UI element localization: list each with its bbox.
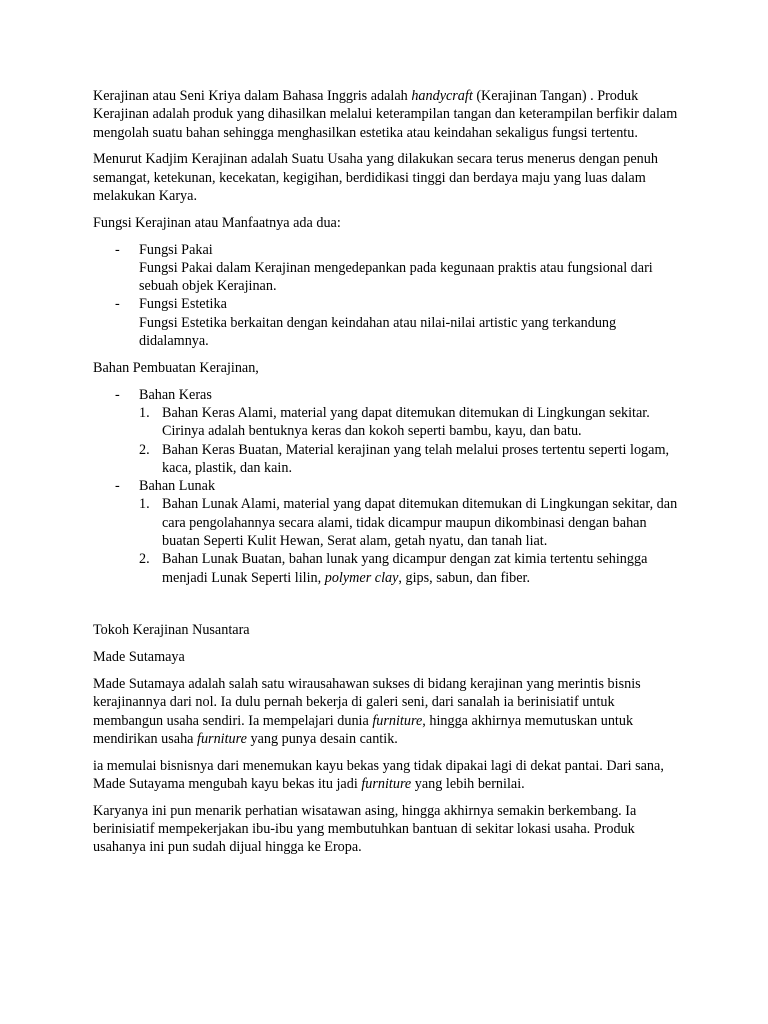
tokoh-paragraph-2	[93, 757, 678, 794]
list-item-text: Bahan Keras Buatan, Material kerajinan yang telah melalui proses tertentu seperti logam, kaca, plastik, dan kain.	[162, 441, 670, 476]
intro-paragraph	[93, 87, 678, 142]
list-number: 1.	[139, 496, 150, 513]
list-number: 2.	[139, 441, 150, 458]
list-item-text	[162, 551, 647, 585]
fungsi-item-desc: Fungsi Pakai dalam Kerajinan mengedepankan pada kegunaan praktis atau fungsional dari sebuah objek Kerajinan.	[139, 259, 653, 295]
intro-text-b: (Kerajinan Tangan) . Produk Kerajinan adalah produk yang dihasilkan melalui keterampilan tangan dan keterampilan berfikir dalam mengolah suatu bahan sehingga menghasilkan estetika atau keindahan sekaligus fungsi tertentu.	[93, 88, 678, 141]
bahan-lunak-numbered-list	[139, 495, 678, 586]
fungsi-list	[93, 241, 678, 351]
list-item	[139, 550, 678, 587]
kadjim-paragraph: Menurut Kadjim Kerajinan adalah Suatu Usaha yang dilakukan secara terus menerus dengan penuh semangat, ketekunan, kecekatan, kegigihan, berdidikasi tinggi dan berdaya maju yang luas dalam melakukan Karya.	[93, 151, 658, 204]
bahan-keras-item	[93, 386, 678, 477]
tokoh-name: Made Sutamaya	[93, 649, 185, 666]
para1-italic-b: furniture	[197, 730, 247, 747]
list-item-text-a: Bahan Lunak Buatan, bahan lunak yang dicampur dengan zat kimia tertentu sehingga menjadi Lunak Seperti lilin,	[162, 551, 648, 586]
para2-text-b: yang lebih bernilai.	[411, 776, 525, 792]
para1-text-a: Made Sutamaya adalah salah satu wirausahawan sukses di bidang kerajinan yang merintis bisnis kerajinannya dari nol. Ia dulu pernah bekerja di galeri seni, dari sanalah ia berinisiatif untuk membangun usaha sendiri. Ia mempelajari dunia	[93, 676, 641, 729]
para1-text-c: yang punya desain cantik.	[246, 730, 398, 747]
bahan-list	[93, 386, 678, 587]
blank-line	[93, 595, 678, 621]
bahan-keras-numbered-list	[139, 404, 678, 477]
fungsi-item-estetika	[93, 295, 678, 350]
dash-bullet: -	[115, 478, 120, 495]
list-item	[139, 495, 678, 550]
list-item-text-b: , gips, sabun, dan fiber.	[398, 569, 531, 586]
bahan-lunak-title: Bahan Lunak	[139, 478, 216, 495]
fungsi-item-desc: Fungsi Estetika berkaitan dengan keindahan atau nilai-nilai artistic yang terkandung didalamnya.	[139, 314, 617, 350]
bahan-heading: Bahan Pembuatan Kerajinan,	[93, 359, 259, 376]
document-page	[93, 87, 678, 865]
fungsi-heading: Fungsi Kerajinan atau Manfaatnya ada dua:	[93, 214, 341, 231]
fungsi-item-title: Fungsi Pakai	[139, 241, 213, 258]
list-number: 1.	[139, 404, 150, 421]
list-item-italic-term: polymer clay	[324, 569, 399, 586]
tokoh-heading: Tokoh Kerajinan Nusantara	[93, 622, 250, 639]
intro-text-a: Kerajinan atau Seni Kriya dalam Bahasa Inggris adalah	[93, 88, 412, 104]
list-item	[139, 441, 678, 478]
dash-bullet: -	[115, 296, 120, 313]
fungsi-item-title: Fungsi Estetika	[139, 296, 227, 313]
bahan-keras-title: Bahan Keras	[139, 386, 212, 403]
para2-italic: furniture	[361, 776, 412, 792]
para1-text-b: , hingga akhirnya memutuskan untuk mendirikan usaha	[93, 712, 634, 747]
intro-italic-term: handycraft	[411, 88, 473, 104]
tokoh-paragraph-1	[93, 675, 678, 748]
bahan-lunak-item	[93, 477, 678, 587]
list-number: 2.	[139, 551, 150, 568]
dash-bullet: -	[115, 241, 120, 258]
fungsi-item-pakai	[93, 241, 678, 296]
dash-bullet: -	[115, 386, 120, 403]
para2-text-a: ia memulai bisnisnya dari menemukan kayu bekas yang tidak dipakai lagi di dekat pantai. Dari sana, Made Sutayama mengubah kayu bekas itu jadi	[93, 757, 664, 792]
para1-italic-a: furniture	[372, 712, 423, 729]
list-item-text: Bahan Keras Alami, material yang dapat ditemukan ditemukan di Lingkungan sekitar. Cirinya adalah bentuknya keras dan kokoh seperti bambu, kayu, dan batu.	[162, 404, 650, 440]
list-item	[139, 404, 678, 441]
tokoh-paragraph-3: Karyanya ini pun menarik perhatian wisatawan asing, hingga akhirnya semakin berkembang. Ia berinisiatif mempekerjakan ibu-ibu yang membutuhkan bantuan di sekitar lokasi usaha. Produk usahanya ini pun sudah dijual hingga ke Eropa.	[93, 802, 637, 856]
list-item-text: Bahan Lunak Alami, material yang dapat ditemukan ditemukan di Lingkungan sekitar, dan cara pengolahannya secara alami, tidak dicampur maupun dikombinasi dengan bahan buatan Seperti Kulit Hewan, Serat alam, getah nyatu, dan tanah liat.	[162, 496, 678, 550]
